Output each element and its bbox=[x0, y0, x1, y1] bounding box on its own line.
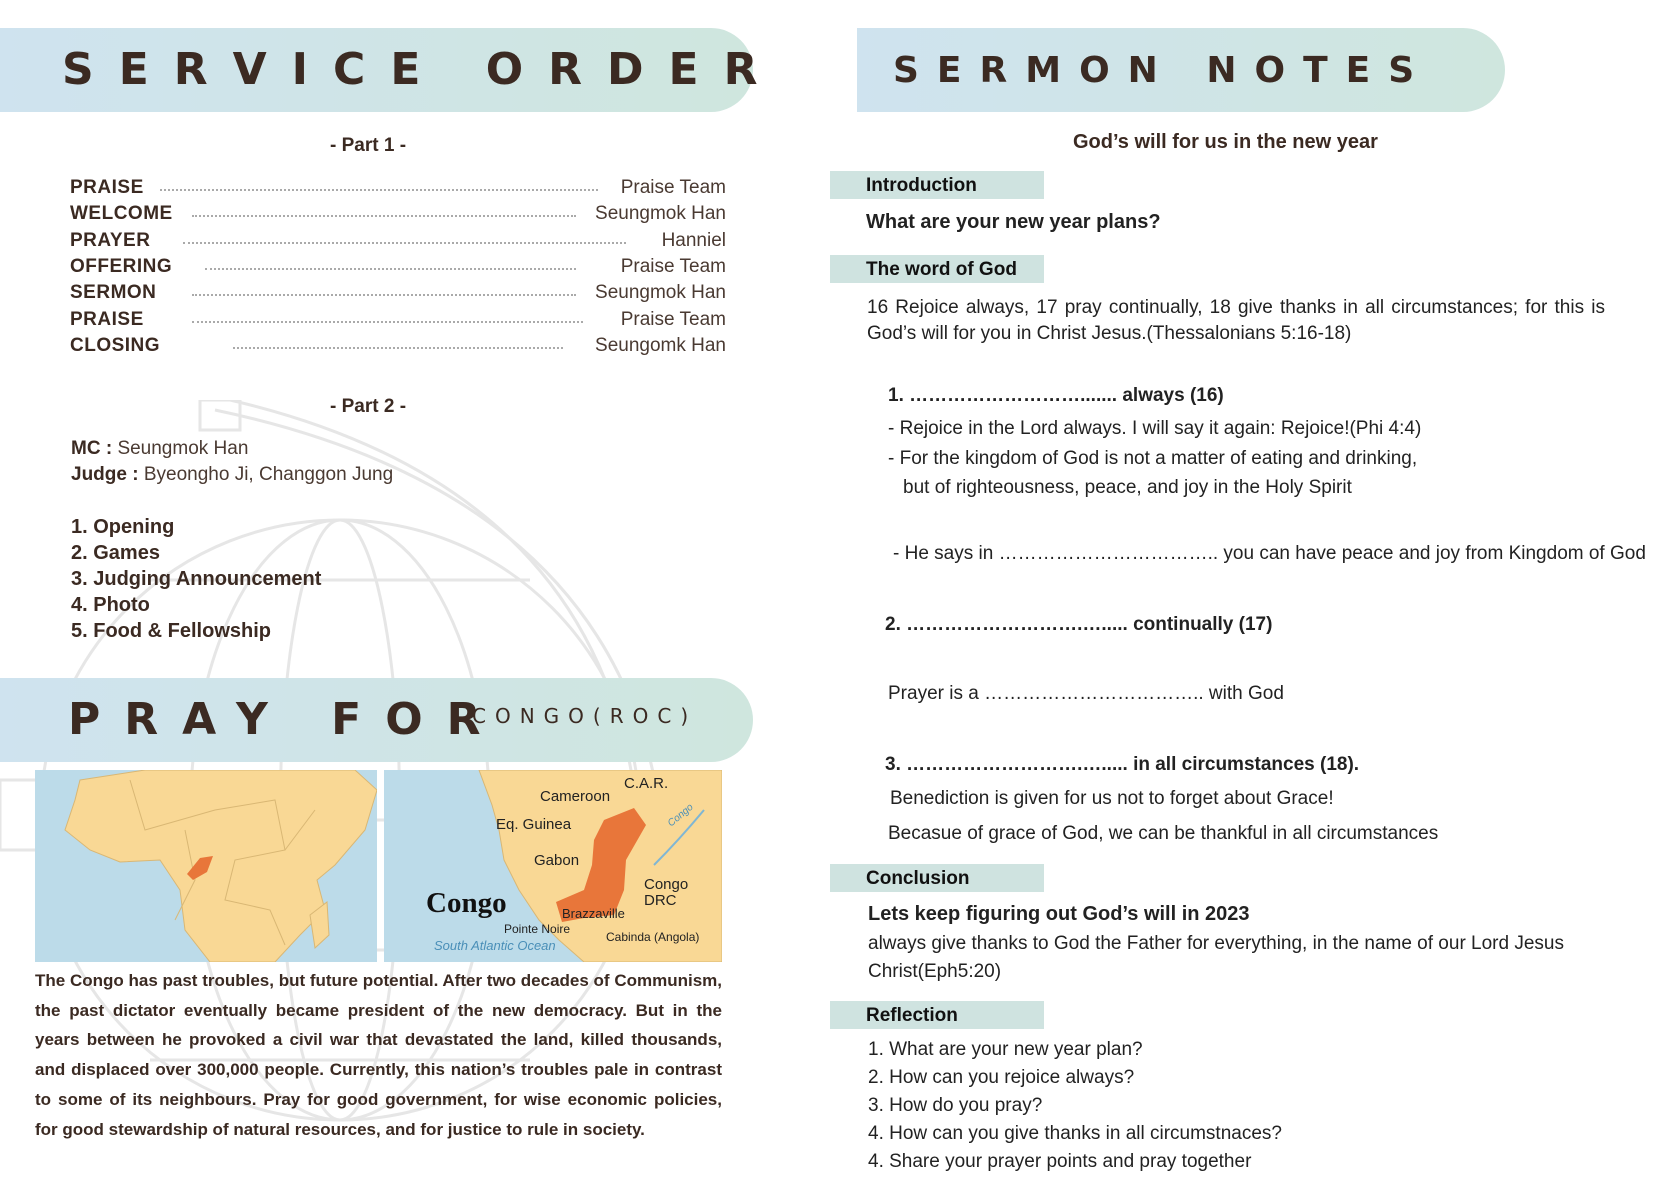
reflection-item: 1. What are your new year plan? bbox=[868, 1039, 1143, 1060]
order-row bbox=[70, 282, 726, 308]
pray-for-country: CONGO(ROC) bbox=[472, 704, 698, 728]
map-label-gabon: Gabon bbox=[534, 852, 580, 869]
order-row bbox=[70, 256, 726, 282]
conclusion-bold: Lets keep figuring out God’s will in 2023 bbox=[868, 903, 1250, 925]
map-label-river: Congo bbox=[665, 801, 696, 830]
congo-description: The Congo has past troubles, but future potential. After two decades of Communism, the past dictator eventually became president of the new democracy. But in the years between he provoked a civil war that devastated the land, killed thousands, and displaced over 300,000 people. Currently, this nation’s troubles pale in contrast to some of its neighbours. Pray for good government, for wise economic policies, for good stewardship of natural resources, and for justice to rule in society. bbox=[35, 971, 722, 1139]
point-2-sub: Prayer is a …………………………….. with God bbox=[888, 683, 1284, 704]
order-row bbox=[70, 335, 726, 361]
mc-line bbox=[71, 438, 248, 460]
point-1-sub-3: but of righteousness, peace, and joy in the Holy Spirit bbox=[903, 477, 1352, 498]
introduction-tab bbox=[830, 171, 1044, 199]
order-row-value: Seungmok Han bbox=[595, 203, 726, 225]
map-label-brazzaville: Brazzaville bbox=[562, 906, 625, 921]
sermon-notes-title: SERMON NOTES bbox=[893, 50, 1433, 91]
order-row-leader bbox=[192, 321, 583, 323]
conclusion-tab-label: Conclusion bbox=[866, 868, 970, 889]
program-item: 3. Judging Announcement bbox=[71, 568, 322, 590]
mc-value: Seungmok Han bbox=[117, 438, 249, 459]
order-row-label: CLOSING bbox=[70, 334, 161, 356]
africa-map-graphic bbox=[35, 770, 377, 962]
conclusion-tab bbox=[830, 864, 1044, 892]
point-2: 2. ……………………….…..... continually (17) bbox=[885, 614, 1273, 635]
order-row-label: PRAISE bbox=[70, 177, 144, 198]
order-row-leader bbox=[192, 215, 576, 217]
order-row-value: Seungomk Han bbox=[595, 334, 726, 356]
introduction-tab-label: Introduction bbox=[866, 175, 977, 196]
sermon-notes-banner bbox=[857, 28, 1505, 112]
judge-line bbox=[71, 464, 393, 486]
program-item: 5. Food & Fellowship bbox=[71, 620, 271, 642]
reflection-item: 4. How can you give thanks in all circumstnaces? bbox=[868, 1123, 1282, 1144]
program-item: 4. Photo bbox=[71, 594, 150, 616]
service-order-title: SERVICE ORDER bbox=[62, 44, 783, 95]
point-1: 1. ………………………....... always (16) bbox=[888, 385, 1224, 406]
order-row-label: WELCOME bbox=[70, 203, 173, 225]
part1-heading: - Part 1 - bbox=[330, 135, 407, 156]
pray-for-title: PRAY FOR bbox=[68, 694, 505, 745]
pray-for-banner bbox=[0, 678, 753, 762]
order-row-label: PRAISE bbox=[70, 308, 144, 330]
judge-value: Byeongho Ji, Changgon Jung bbox=[143, 464, 394, 485]
part2-heading: - Part 2 - bbox=[330, 396, 407, 417]
word-of-god-tab bbox=[830, 255, 1044, 283]
order-row bbox=[70, 230, 726, 256]
map-label-car: C.A.R. bbox=[624, 775, 669, 792]
reflection-item: 2. How can you rejoice always? bbox=[868, 1067, 1135, 1088]
point-3-sub-1: Benediction is given for us not to forget about Grace! bbox=[890, 788, 1334, 809]
judge-label: Judge : bbox=[71, 464, 139, 485]
order-row-leader bbox=[160, 189, 598, 191]
conclusion-text: always give thanks to God the Father for everything, in the name of our Lord Jesus Christ(Eph5:20) bbox=[868, 933, 1564, 982]
point-3: 3. ……………………….…..... in all circumstances (18). bbox=[885, 754, 1360, 775]
order-row-value: Seungmok Han bbox=[595, 282, 726, 304]
map-label-congo-drc: Congo DRC bbox=[644, 876, 689, 909]
map-label-eq-guinea: Eq. Guinea bbox=[496, 816, 572, 833]
point-1-sub-1: - Rejoice in the Lord always. I will say it again: Rejoice!(Phi 4:4) bbox=[888, 418, 1422, 439]
map-label-cabinda: Cabinda (Angola) bbox=[606, 930, 700, 944]
map-label-cameroon: Cameroon bbox=[540, 788, 611, 805]
reflection-item: 4. Share your prayer points and pray together bbox=[868, 1151, 1252, 1172]
order-row bbox=[70, 309, 726, 335]
reflection-tab bbox=[830, 1001, 1044, 1029]
sermon-subtitle: God’s will for us in the new year bbox=[1073, 131, 1378, 153]
order-row-value: Praise Team bbox=[620, 177, 726, 198]
africa-map bbox=[35, 770, 377, 962]
program-item: 1. Opening bbox=[71, 516, 175, 538]
order-row-leader bbox=[233, 347, 563, 349]
service-order-banner bbox=[0, 28, 783, 112]
order-row-leader bbox=[205, 268, 576, 270]
order-row-leader bbox=[183, 242, 626, 244]
map-label-congo: Congo bbox=[426, 887, 507, 919]
congo-map bbox=[384, 770, 722, 962]
order-row-label: PRAYER bbox=[70, 229, 151, 251]
scripture-text: 16 Rejoice always, 17 pray continually, 18 give thanks in all circumstances; for this is God’s will for you in Christ Jesus.(Thessalonians 5:16-18) bbox=[867, 297, 1605, 344]
map-label-ocean: South Atlantic Ocean bbox=[434, 938, 556, 953]
order-row-leader bbox=[192, 294, 576, 296]
point-1-sub-2: - For the kingdom of God is not a matter of eating and drinking, bbox=[888, 448, 1418, 469]
point-1-sub-4: - He says in …………………………….. you can have peace and joy from Kingdom of God bbox=[893, 543, 1646, 564]
order-row-value: Hanniel bbox=[661, 229, 726, 251]
reflection-tab-label: Reflection bbox=[866, 1005, 958, 1026]
program-item: 2. Games bbox=[71, 542, 160, 564]
reflection-item: 3. How do you pray? bbox=[868, 1095, 1043, 1116]
order-row-value: Praise Team bbox=[620, 255, 726, 277]
intro-text: What are your new year plans? bbox=[866, 211, 1161, 233]
word-of-god-tab-label: The word of God bbox=[866, 259, 1017, 280]
order-row bbox=[70, 177, 726, 203]
order-row bbox=[70, 203, 726, 229]
order-row-value: Praise Team bbox=[620, 308, 726, 330]
map-label-pointe-noire: Pointe Noire bbox=[504, 922, 571, 936]
order-row-label: SERMON bbox=[70, 282, 157, 304]
point-3-sub-2: Becasue of grace of God, we can be thankful in all circumstances bbox=[888, 823, 1439, 844]
mc-label: MC : bbox=[71, 438, 113, 459]
order-row-label: OFFERING bbox=[70, 255, 173, 277]
